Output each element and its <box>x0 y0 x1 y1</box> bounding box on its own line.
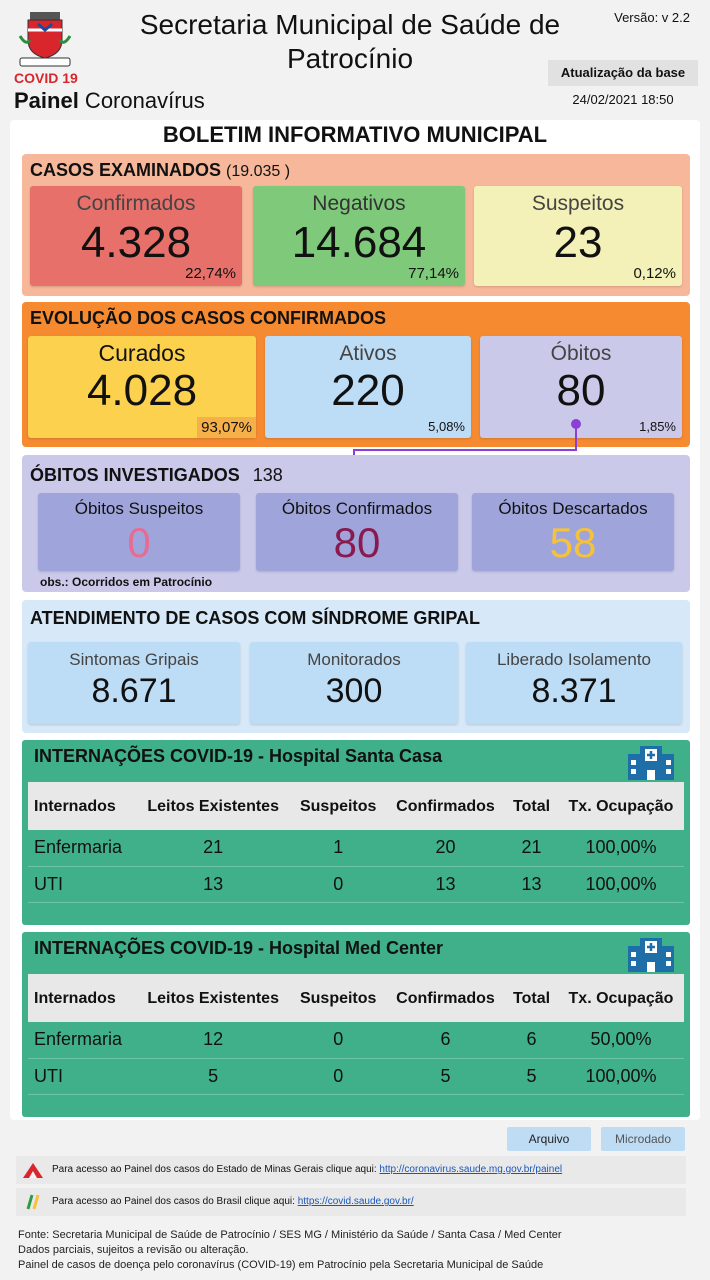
minas-gerais-link[interactable]: http://coronavirus.saude.mg.gov.br/painel <box>379 1164 563 1175</box>
table-header-row <box>28 782 684 830</box>
column-header: Internados <box>28 974 136 1022</box>
column-header: Tx. Ocupação <box>558 974 684 1022</box>
table-cell: Enfermaria <box>28 1022 136 1058</box>
footer-disclaimer: Dados parciais, sujeitos a revisão ou alteração. <box>18 1244 249 1256</box>
examined-total: (19.035 ) <box>226 163 291 180</box>
card-label: Óbitos Suspeitos <box>74 499 204 518</box>
hospital-table <box>28 974 684 1104</box>
table-cell: 6 <box>386 1022 505 1058</box>
table-header-row <box>28 974 684 1022</box>
archive-button[interactable]: Arquivo <box>507 1127 591 1151</box>
death-discarded-card <box>472 493 674 571</box>
card-value: 300 <box>325 672 383 710</box>
table-cell: 100,00% <box>558 1058 684 1094</box>
column-header: Suspeitos <box>291 974 386 1022</box>
table-cell: 100,00% <box>558 830 684 866</box>
card-label: Ativos <box>339 342 397 365</box>
table-spacer-row <box>28 902 684 912</box>
table-cell: 13 <box>136 866 291 902</box>
deaths-title <box>30 465 283 486</box>
card-percent: 93,07% <box>197 417 256 438</box>
flu-section <box>22 600 690 733</box>
column-header: Suspeitos <box>291 782 386 830</box>
card-label: Óbitos Confirmados <box>281 499 433 518</box>
table-cell: 6 <box>505 1022 558 1058</box>
deaths-note: obs.: Ocorridos em Patrocínio <box>40 575 213 589</box>
deaths-title-text: ÓBITOS INVESTIGADOS <box>30 465 240 485</box>
flu-symptoms-card <box>28 642 240 724</box>
minas-gerais-link-row <box>16 1156 686 1184</box>
monitored-card <box>250 642 458 724</box>
footer-source: Fonte: Secretaria Municipal de Saúde de Patrocínio / SES MG / Ministério da Saúde / Santa Casa / Med Center <box>18 1229 562 1241</box>
card-value: 8.371 <box>531 672 617 710</box>
card-value: 80 <box>333 519 381 566</box>
hospital-table <box>28 782 684 912</box>
update-label: Atualização da base <box>548 60 698 86</box>
hospital-santa-casa-section <box>22 740 690 925</box>
card-percent: 1,85% <box>639 419 676 434</box>
examined-section <box>22 154 690 296</box>
table-cell: 5 <box>136 1058 291 1094</box>
table-cell: 21 <box>505 830 558 866</box>
bulletin-panel <box>10 120 700 1120</box>
footer <box>18 1228 562 1273</box>
table-cell: 13 <box>505 866 558 902</box>
table-cell: 20 <box>386 830 505 866</box>
card-value: 23 <box>553 218 603 267</box>
table-cell: 0 <box>291 866 386 902</box>
card-label: Óbitos <box>550 342 612 365</box>
table-cell: 12 <box>136 1022 291 1058</box>
table-cell: 1 <box>291 830 386 866</box>
negative-card <box>253 186 465 286</box>
deaths-investigated-section <box>22 455 690 592</box>
table-cell: 13 <box>386 866 505 902</box>
card-value: 80 <box>556 366 606 415</box>
column-header: Confirmados <box>386 782 505 830</box>
examined-title <box>30 160 290 181</box>
card-value: 58 <box>549 519 597 566</box>
version-label: Versão: v 2.2 <box>614 10 690 25</box>
card-percent: 0,12% <box>633 265 676 282</box>
panel-title-rest: Coronavírus <box>78 88 205 113</box>
table-row <box>28 866 684 902</box>
column-header: Tx. Ocupação <box>558 782 684 830</box>
column-header: Leitos Existentes <box>136 782 291 830</box>
table-cell: Enfermaria <box>28 830 136 866</box>
cured-card <box>28 336 256 438</box>
column-header: Internados <box>28 782 136 830</box>
table-spacer-row <box>28 1094 684 1104</box>
column-header: Leitos Existentes <box>136 974 291 1022</box>
suspect-card <box>474 186 682 286</box>
brazil-link-row <box>16 1188 686 1216</box>
card-label: Sintomas Gripais <box>69 650 199 669</box>
column-header: Total <box>505 974 558 1022</box>
brazil-link-text: Para acesso ao Painel dos casos do Brasil clique aqui: <box>52 1196 298 1207</box>
table-row <box>28 1058 684 1094</box>
table-cell: 5 <box>505 1058 558 1094</box>
page-title: Secretaria Municipal de Saúde de Patrocínio <box>139 9 561 74</box>
card-label: Curados <box>98 340 186 366</box>
hospital-med-center-section <box>22 932 690 1117</box>
card-value: 8.671 <box>91 672 177 710</box>
column-header: Total <box>505 782 558 830</box>
card-percent: 22,74% <box>185 265 236 282</box>
column-header: Confirmados <box>386 974 505 1022</box>
confirmed-card <box>30 186 242 286</box>
table-cell: 21 <box>136 830 291 866</box>
table-row <box>28 1022 684 1058</box>
brazil-logo-icon <box>22 1193 44 1211</box>
footer-description: Painel de casos de doença pelo coronavírus (COVID-19) em Patrocínio pela Secretaria Municipal de Saúde <box>18 1259 544 1271</box>
table-cell: UTI <box>28 866 136 902</box>
death-confirmed-card <box>256 493 458 571</box>
city-coat-of-arms-logo <box>16 6 74 70</box>
table-cell: 50,00% <box>558 1022 684 1058</box>
covid-tag: COVID 19 <box>14 70 78 86</box>
card-value: 220 <box>331 366 405 415</box>
panel-title-bold: Painel <box>14 88 79 113</box>
card-label: Confirmados <box>76 192 196 215</box>
brazil-link[interactable]: https://covid.saude.gov.br/ <box>297 1196 414 1207</box>
update-date: 24/02/2021 18:50 <box>572 92 674 107</box>
minas-gerais-link-text: Para acesso ao Painel dos casos do Estado de Minas Gerais clique aqui: <box>52 1164 380 1175</box>
minas-gerais-logo-icon <box>22 1161 44 1179</box>
card-value: 14.684 <box>291 218 427 267</box>
card-percent: 5,08% <box>428 419 465 434</box>
deaths-total: 138 <box>252 465 283 485</box>
hospital-icon <box>626 744 676 780</box>
death-suspect-card <box>38 493 240 571</box>
table-cell: 5 <box>386 1058 505 1094</box>
card-value: 0 <box>127 519 151 566</box>
flu-title: ATENDIMENTO DE CASOS COM SÍNDROME GRIPAL <box>30 608 481 628</box>
table-cell: UTI <box>28 1058 136 1094</box>
hospital-icon <box>626 936 676 972</box>
card-label: Negativos <box>312 192 406 215</box>
card-label: Suspeitos <box>531 192 625 215</box>
card-label: Monitorados <box>307 650 401 669</box>
card-label: Óbitos Descartados <box>498 499 648 518</box>
hospital-title: INTERNAÇÕES COVID-19 - Hospital Santa Casa <box>34 746 443 766</box>
table-row <box>28 830 684 866</box>
hospital-title: INTERNAÇÕES COVID-19 - Hospital Med Center <box>34 938 444 958</box>
card-percent: 77,14% <box>408 265 459 282</box>
examined-title-text: CASOS EXAMINADOS <box>30 160 222 180</box>
panel-title <box>14 88 205 114</box>
card-label: Liberado Isolamento <box>496 650 652 669</box>
released-card <box>466 642 682 724</box>
table-cell: 0 <box>291 1058 386 1094</box>
table-cell: 0 <box>291 1022 386 1058</box>
card-value: 4.028 <box>86 366 198 415</box>
table-cell: 100,00% <box>558 866 684 902</box>
header <box>0 0 710 118</box>
evolution-title: EVOLUÇÃO DOS CASOS CONFIRMADOS <box>30 308 387 328</box>
microdata-button[interactable]: Microdado <box>601 1127 685 1151</box>
bulletin-title: BOLETIM INFORMATIVO MUNICIPAL <box>162 122 548 147</box>
card-value: 4.328 <box>80 218 192 267</box>
